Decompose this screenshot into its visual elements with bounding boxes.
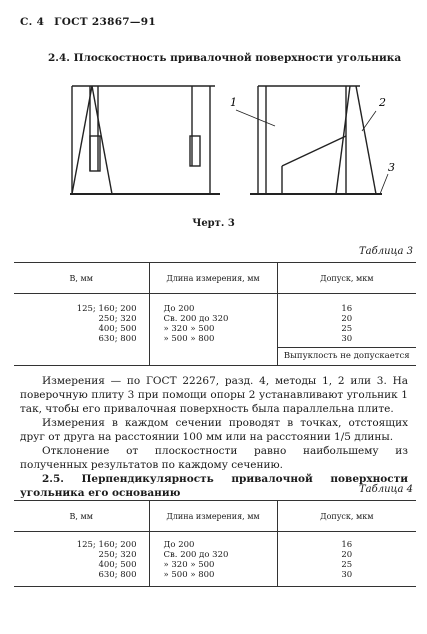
table-cell: » 320 » 500 (163, 560, 215, 570)
table4-header-length: Длина измерения, мм (149, 501, 277, 532)
table-4 (14, 500, 416, 587)
fig-label-2: 2 (379, 96, 386, 109)
table-cell: До 200 (163, 304, 195, 314)
left-brace-b (92, 86, 112, 194)
standard-code: ГОСТ 23867—91 (54, 16, 156, 28)
table-row: 125; 160; 200 (76, 304, 137, 314)
table3-note: Выпуклость не допускается (283, 351, 410, 361)
page-number: С. 4 (20, 16, 45, 28)
table-row: 630; 800 (98, 334, 137, 344)
table-row: 250; 320 (98, 550, 137, 560)
table-cell: Св. 200 до 320 (163, 314, 229, 324)
table-cell: 16 (341, 304, 353, 314)
table-row: 250; 320 (98, 314, 137, 324)
table-cell: 25 (341, 560, 353, 570)
paragraph-2: Измерения в каждом сечении проводят в точках, отстоящих друг от друга на расстоянии 100 мм или на расстоянии 1/5 длины. (20, 417, 408, 443)
right-brace (356, 86, 376, 194)
table3-header-tolerance: Допуск, мкм (277, 263, 416, 294)
table-cell: 20 (341, 550, 353, 560)
table-cell: До 200 (163, 540, 195, 550)
table-cell: » 500 » 800 (163, 334, 215, 344)
table3-header-b: B, мм (14, 263, 149, 294)
table4-header-b: B, мм (14, 501, 149, 532)
section-2-4-title: 2.4. Плоскостность привалочной поверхности угольника (48, 52, 402, 64)
table-3 (14, 262, 416, 366)
table3-header-length: Длина измерения, мм (149, 263, 277, 294)
table-cell: 30 (341, 570, 353, 580)
paragraph-3: Отклонение от плоскостности равно наибольшему из полученных результатов по каждому сечению. (20, 445, 408, 471)
table4-header-tolerance: Допуск, мкм (277, 501, 416, 532)
paragraph-1: Измерения — по ГОСТ 22267, разд. 4, методы 1, 2 или 3. На поверочную плиту 3 при помощи опоры 2 устанавливают угольник 1 так, чтобы его привалочная поверхность была параллельна плите. (20, 375, 408, 415)
body-text (20, 374, 408, 500)
fig-label-1: 1 (230, 96, 237, 109)
table-cell: 30 (341, 334, 353, 344)
table3-label: Таблица 3 (358, 246, 413, 257)
table-cell: » 500 » 800 (163, 570, 215, 580)
table-cell: 16 (341, 540, 353, 550)
table-row: 400; 500 (98, 324, 137, 334)
left-brace-a (72, 86, 92, 194)
section-2-5-title: 2.5. Перпендикулярность привалочной поверхности угольника его основанию (20, 473, 408, 499)
leader-1 (236, 110, 275, 126)
table-cell: 20 (341, 314, 353, 324)
table4-label: Таблица 4 (358, 484, 413, 495)
page-header (20, 16, 162, 28)
table-row: 400; 500 (98, 560, 137, 570)
table-row: 125; 160; 200 (76, 540, 137, 550)
leader-3 (380, 174, 388, 194)
figure-3-drawing (70, 76, 420, 211)
table-row: 630; 800 (98, 570, 137, 580)
fig-label-3: 3 (388, 161, 395, 174)
table-cell: Св. 200 до 320 (163, 550, 229, 560)
figure-caption: Черт. 3 (192, 218, 235, 229)
table-cell: » 320 » 500 (163, 324, 215, 334)
right-prop-diagonal (282, 136, 346, 166)
table-cell: 25 (341, 324, 353, 334)
leader-2 (362, 111, 376, 131)
